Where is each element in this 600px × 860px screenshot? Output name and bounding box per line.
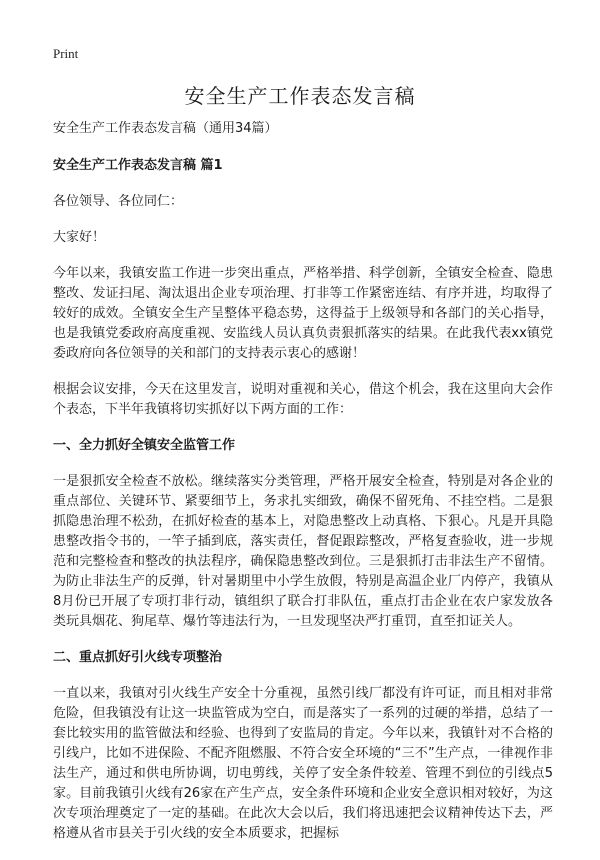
salutation: 各位领导、各位同仁： [53, 194, 184, 209]
document-title: 安全生产工作表态发言稿 [184, 84, 416, 108]
paragraph-intro: 今年以来，我镇安监工作进一步突出重点，严格举措、科学创新，全镇安全检查、隐患整改、发证扫尾、淘汰退出企业专项治理、打非等工作紧密连结、有序并进，均取得了较好的成效。全镇安全生产呈整体平稳态势，这得益于上级领导和各部门的关心指导，也是我镇党委政府高度重视、安监线人员认真负责狠抓落实的结果。在此我代表xx镇党委政府向各位领导的关和部门的支持表示衷心的感谢！ [53, 266, 553, 361]
document-body [53, 119, 553, 860]
paragraph-fuse-rectification: 一直以来，我镇对引火线生产安全十分重视，虽然引线厂都没有许可证，而且相对非常危险，但我镇没有让这一块监管成为空白，而是落实了一系列的过硬的举措，总结了一套比较实用的监管做法和经验、也得到了安监局的肯定。今年以来，我镇针对不合格的引线户，比如不进保险、不配齐阻燃服、不符合安全环境的“三不”生产点，一律视作非法生产，通过和供电所协调，切电剪线，关停了安全条件较差、管理不到位的引线点5家。目前我镇引火线有26家在产生产点，安全条件环境和企业安全意识相对较好，为这次专项治理奠定了一定的基础。在此次大会以后，我们将迅速把会议精神传达下去，严格遵从省市县关于引火线的安全本质要求，把握标 [53, 686, 553, 841]
paragraph-agenda: 根据会议安排，今天在这里发言，说明对重视和关心，借这个机会，我在这里向大会作个表态，下半年我镇将切实抓好以下两方面的工作： [53, 382, 553, 417]
heading-supervision: 一、全力抓好全镇安全监管工作 [53, 438, 236, 453]
greeting: 大家好！ [53, 230, 106, 245]
paragraph-supervision: 一是狠抓安全检查不放松。继续落实分类管理，严格开展安全检查，特别是对各企业的重点部位、关键环节、紧要细节上，务求扎实细致，确保不留死角、不挂空档。二是狠抓隐患治理不松劲，在抓好检查的基本上，对隐患整改上动真格、下狠心。凡是开具隐患整改指令书的，一竿子插到底，落实责任，督促跟踪整改，严格复查验收，进一步规范和完整检查和整改的执法程序，确保隐患整改到位。三是狠抓打击非法生产不留情。为防止非法生产的反弹，针对暑期里中小学生放假，特别是高温企业厂内停产，我镇从8月份已开展了专项打非行动，镇组织了联合打非队伍，重点打击企业在农户家发放各类玩具烟花、狗尾草、爆竹等违法行为，一旦发现坚决严打重罚，直至扣证关人。 [53, 474, 553, 629]
section-heading: 安全生产工作表态发言稿 篇1 [53, 158, 223, 173]
print-link[interactable]: Print [53, 46, 79, 61]
heading-fuse-rectification: 二、重点抓好引火线专项整治 [53, 650, 223, 665]
document-subtitle: 安全生产工作表态发言稿（通用34篇） [53, 121, 278, 136]
